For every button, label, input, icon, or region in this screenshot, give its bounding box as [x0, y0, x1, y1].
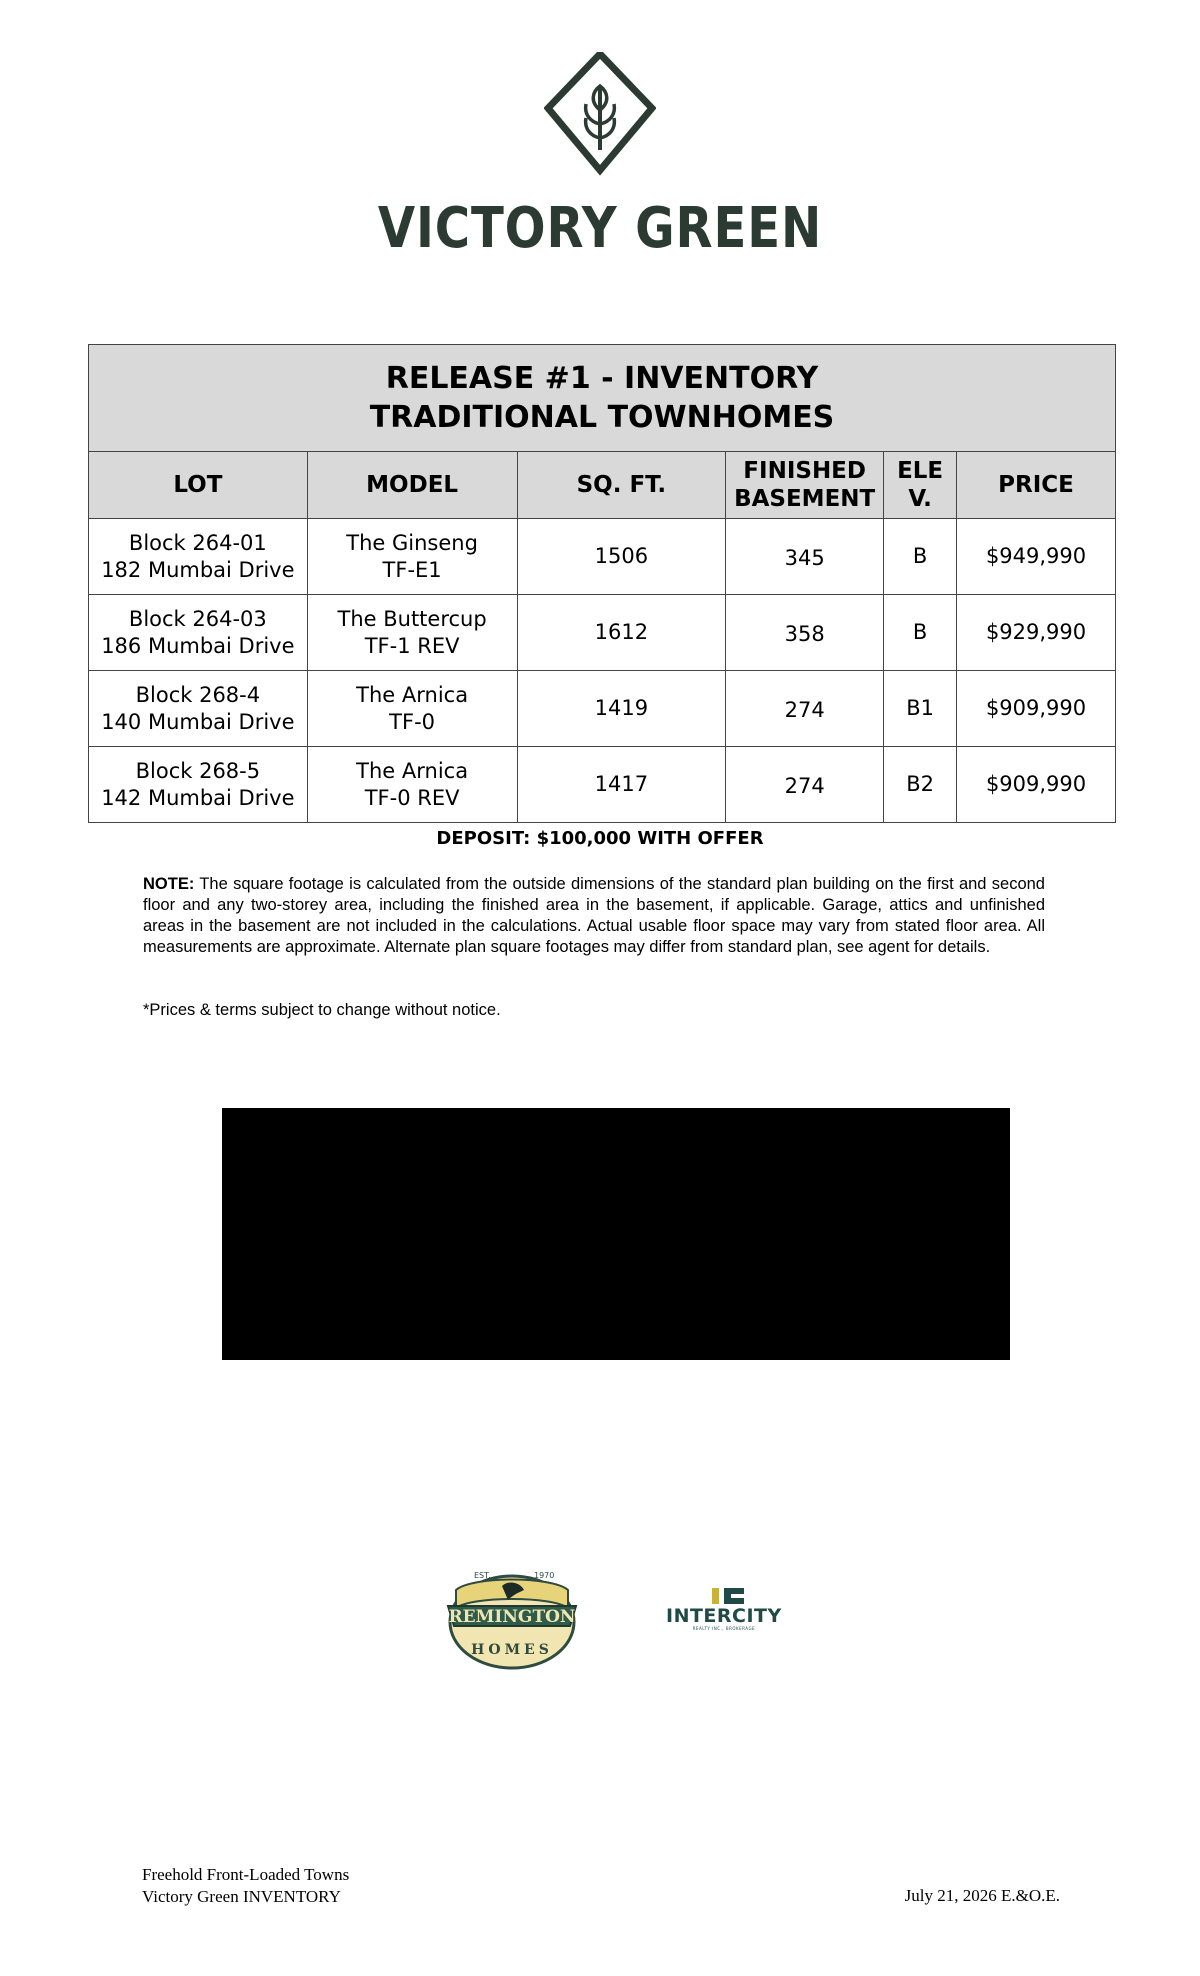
redacted-block [222, 1108, 1010, 1360]
lot-block: Block 264-01 [128, 530, 267, 555]
footer-line1: Freehold Front-Loaded Towns [142, 1865, 350, 1884]
table-title [89, 345, 1116, 452]
column-header-basement [726, 452, 884, 519]
remington-sub: HOMES [471, 1642, 553, 1658]
lot-block: Block 268-5 [135, 758, 261, 783]
basement-cell: 358 [726, 595, 884, 671]
table-row [89, 595, 1116, 671]
elevation-cell: B1 [884, 671, 957, 747]
price-cell: $949,990 [957, 519, 1116, 595]
table-row [89, 671, 1116, 747]
lot-cell [89, 595, 308, 671]
lot-address: 182 Mumbai Drive [101, 557, 295, 582]
table-header-row [89, 452, 1116, 519]
prices-notice: *Prices & terms subject to change without notice. [143, 1001, 501, 1019]
model-cell [307, 747, 517, 823]
model-code: TF-E1 [382, 557, 442, 582]
remington-year: 1970 [534, 1571, 555, 1580]
inventory-table [88, 344, 1116, 823]
lot-block: Block 268-4 [135, 682, 261, 707]
column-header-elevation [884, 452, 957, 519]
elevation-cell: B [884, 595, 957, 671]
brand-name: VICTORY GREEN [377, 196, 823, 261]
note-text: The square footage is calculated from the outside dimensions of the standard plan building on the first and second floor and any two-storey area, including the finished area in the basement, if applicable. Garage, attics and unfinished areas in the basement are not included in the calculations. Actual usable floor space may vary from stated floor area. All measurements are approximate. Alternate plan square footages may differ from standard plan, see agent for details. [143, 875, 1045, 956]
model-cell [307, 595, 517, 671]
sqft-cell: 1612 [517, 595, 726, 671]
note-label: NOTE: [143, 875, 195, 893]
square-footage-note [143, 874, 1045, 958]
lot-address: 140 Mumbai Drive [101, 709, 295, 734]
lot-cell [89, 671, 308, 747]
table-title-line1: RELEASE #1 - INVENTORY [385, 361, 819, 396]
sqft-cell: 1417 [517, 747, 726, 823]
footer-date: July 21, 2026 E.&O.E. [904, 1886, 1060, 1905]
intercity-realty-logo [666, 1586, 782, 1631]
intercity-icon [712, 1586, 752, 1606]
elevation-header-line1: ELE [897, 458, 944, 484]
basement-cell: 274 [726, 671, 884, 747]
model-name: The Buttercup [337, 606, 487, 631]
deposit-text: DEPOSIT: $100,000 WITH OFFER [436, 828, 764, 849]
sqft-cell: 1506 [517, 519, 726, 595]
basement-header-line2: BASEMENT [734, 486, 876, 512]
model-code: TF-1 REV [364, 633, 460, 658]
elevation-header-line2: V. [908, 486, 932, 512]
model-name: The Arnica [356, 758, 469, 783]
basement-header-line1: FINISHED [743, 458, 866, 484]
elevation-cell: B [884, 519, 957, 595]
table-row [89, 519, 1116, 595]
model-name: The Ginseng [346, 530, 478, 555]
intercity-sub: REALTY INC., BROKERAGE [692, 1626, 756, 1631]
footer-left [142, 1864, 349, 1908]
footer-line2: Victory Green INVENTORY [142, 1887, 341, 1906]
remington-name: REMINGTON [448, 1607, 576, 1627]
column-header-sqft: SQ. FT. [517, 452, 726, 519]
price-cell: $929,990 [957, 595, 1116, 671]
lot-address: 142 Mumbai Drive [101, 785, 295, 810]
price-cell: $909,990 [957, 747, 1116, 823]
model-code: TF-0 REV [364, 785, 460, 810]
sqft-cell: 1419 [517, 671, 726, 747]
remington-est: EST. [474, 1571, 491, 1580]
model-code: TF-0 [389, 709, 436, 734]
table-row [89, 747, 1116, 823]
model-name: The Arnica [356, 682, 469, 707]
intercity-name: INTERCITY [666, 1605, 782, 1627]
column-header-lot: LOT [89, 452, 308, 519]
lot-address: 186 Mumbai Drive [101, 633, 295, 658]
lot-cell [89, 519, 308, 595]
remington-homes-logo [442, 1556, 582, 1672]
price-cell: $909,990 [957, 671, 1116, 747]
wheat-in-diamond-icon [544, 52, 656, 180]
model-cell [307, 519, 517, 595]
table-title-line2: TRADITIONAL TOWNHOMES [369, 400, 835, 435]
column-header-model: MODEL [307, 452, 517, 519]
basement-cell: 274 [726, 747, 884, 823]
column-header-price: PRICE [957, 452, 1116, 519]
lot-cell [89, 747, 308, 823]
brand-logo [0, 52, 1200, 180]
basement-cell: 345 [726, 519, 884, 595]
model-cell [307, 671, 517, 747]
lot-block: Block 264-03 [128, 606, 267, 631]
elevation-cell: B2 [884, 747, 957, 823]
